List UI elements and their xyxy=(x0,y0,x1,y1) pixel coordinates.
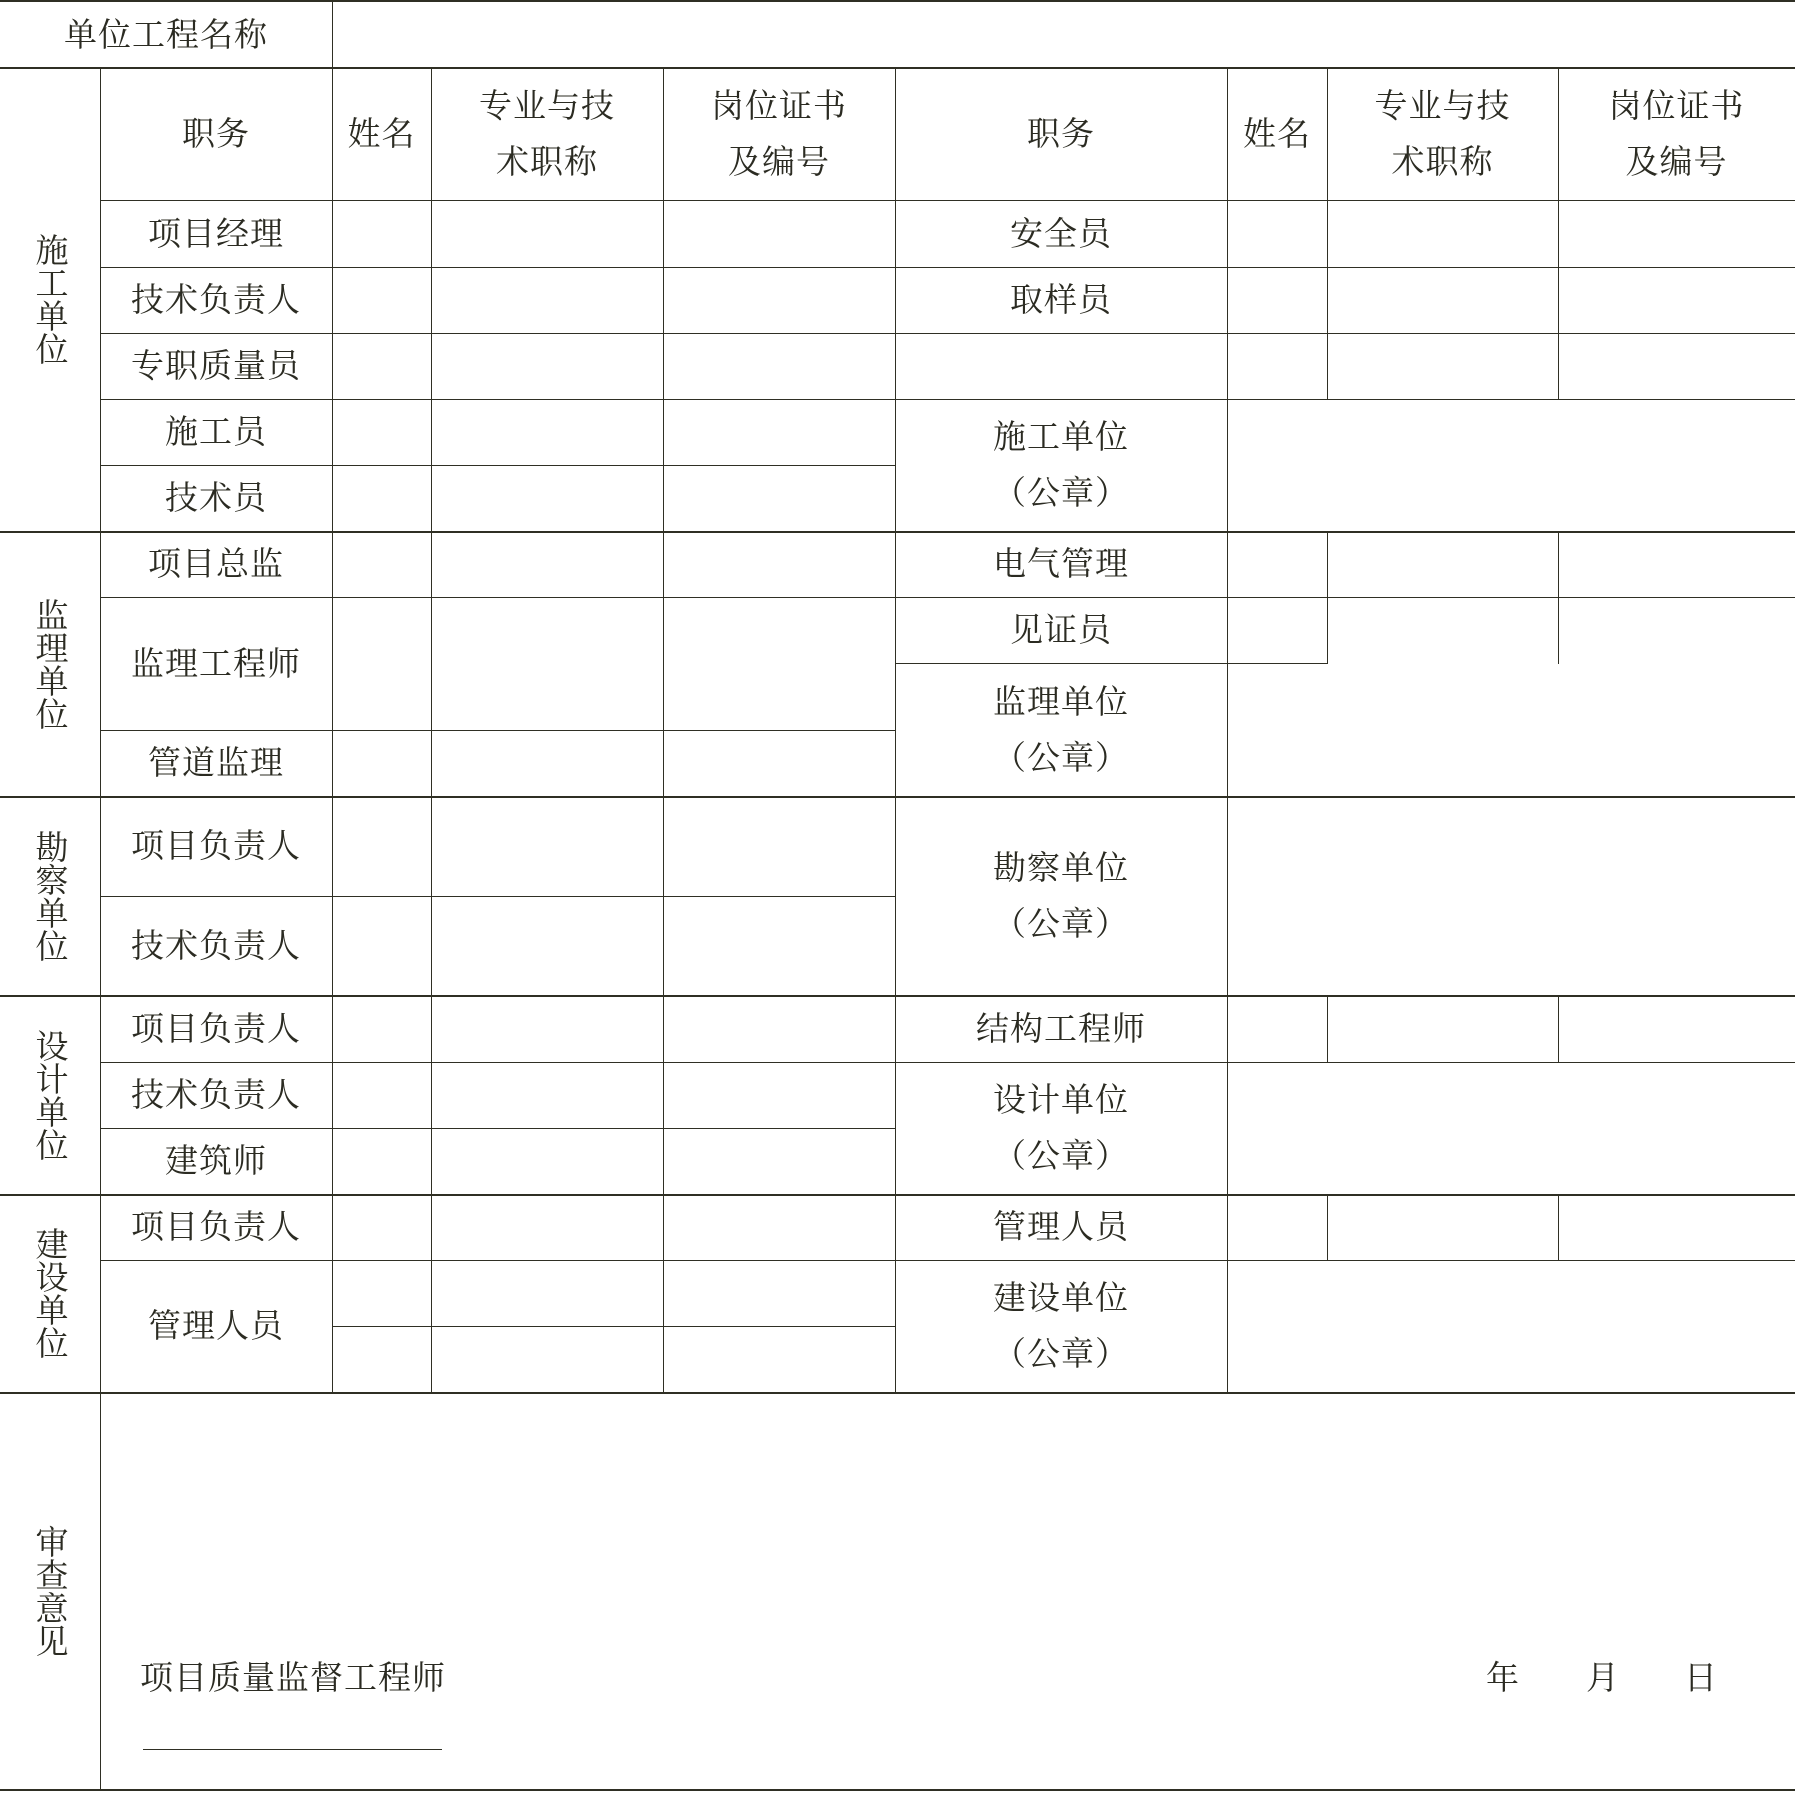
role-chief-supervisor: 项目总监 xyxy=(148,544,284,583)
header-cert-right xyxy=(1558,67,1795,200)
seal-owner-unit: 建设单位 xyxy=(993,1278,1129,1317)
seal-design-unit: 设计单位 xyxy=(993,1080,1129,1119)
role-supervising-engineer: 监理工程师 xyxy=(131,643,301,683)
role-safety-officer: 安全员 xyxy=(1010,213,1112,253)
seal-suffix: （公章） xyxy=(993,1136,1129,1175)
rule xyxy=(663,67,664,1394)
header-name: 姓名 xyxy=(347,113,416,153)
rule xyxy=(1558,995,1559,1062)
seal-suffix: （公章） xyxy=(993,737,1129,777)
group-review: 审查意见 xyxy=(30,1524,70,1657)
header-cert-line1: 岗位证书 xyxy=(711,85,847,125)
rule xyxy=(1327,1194,1328,1261)
seal-construction xyxy=(895,399,1227,531)
rule xyxy=(0,1789,1795,1791)
seal-survey xyxy=(895,796,1227,995)
seal-construction-unit: 施工单位 xyxy=(993,417,1129,456)
group-construction: 施工单位 xyxy=(30,233,70,365)
role-architect: 建筑师 xyxy=(165,1141,267,1180)
role-project-manager: 项目经理 xyxy=(148,213,284,253)
header-title-right xyxy=(1327,67,1558,200)
role-technical-lead: 技术负责人 xyxy=(131,280,301,319)
header-cert-line1: 岗位证书 xyxy=(1608,85,1745,125)
header-duty: 职务 xyxy=(182,113,250,153)
seal-design xyxy=(895,1062,1227,1194)
role-electrical-manager: 电气管理 xyxy=(993,544,1129,583)
seal-supervision xyxy=(895,663,1227,796)
rule xyxy=(100,333,1795,334)
role-structural-engineer: 结构工程师 xyxy=(976,1008,1146,1048)
role-design-project-lead: 项目负责人 xyxy=(131,1008,301,1048)
role-constructor: 施工员 xyxy=(165,412,267,451)
header-title xyxy=(431,67,663,200)
header-cert-line2: 及编号 xyxy=(1625,141,1728,181)
header-cert-line2: 及编号 xyxy=(728,141,830,181)
header-title-line1: 专业与技 xyxy=(1374,85,1511,125)
rule xyxy=(1327,531,1328,664)
role-survey-technical-lead: 技术负责人 xyxy=(131,925,301,965)
seal-suffix: （公章） xyxy=(993,473,1129,512)
project-name-label: 单位工程名称 xyxy=(64,14,268,54)
role-owner-project-lead: 项目负责人 xyxy=(131,1207,301,1246)
signature-label: 项目质量监督工程师 xyxy=(140,1658,446,1697)
seal-suffix: （公章） xyxy=(993,1334,1129,1373)
header-title-line2: 术职称 xyxy=(496,141,598,181)
header-duty-right: 职务 xyxy=(1027,113,1095,153)
date-year: 年 xyxy=(1486,1658,1520,1697)
header-title-line2: 术职称 xyxy=(1391,141,1494,181)
seal-owner xyxy=(895,1260,1227,1392)
group-design: 设计单位 xyxy=(30,1028,70,1161)
seal-area-survey[interactable] xyxy=(1228,797,1795,995)
seal-survey-unit: 勘察单位 xyxy=(993,847,1129,887)
seal-suffix: （公章） xyxy=(993,903,1129,943)
signature-line[interactable] xyxy=(143,1749,442,1750)
seal-area-design[interactable] xyxy=(1228,1063,1795,1194)
date-day: 日 xyxy=(1684,1658,1718,1697)
project-name-field[interactable] xyxy=(333,2,1795,67)
role-survey-project-lead: 项目负责人 xyxy=(131,826,301,865)
rule xyxy=(1558,531,1559,664)
seal-area-supervision[interactable] xyxy=(1228,664,1795,796)
role-owner-manager-right: 管理人员 xyxy=(993,1207,1129,1246)
group-owner: 建设单位 xyxy=(30,1227,70,1359)
rule xyxy=(1558,1194,1559,1261)
rule xyxy=(1327,995,1328,1062)
header-cert xyxy=(663,67,895,200)
review-opinion-area[interactable] xyxy=(101,1394,1795,1634)
rule xyxy=(332,67,333,1394)
group-supervision: 监理单位 xyxy=(30,597,70,730)
group-survey: 勘察单位 xyxy=(30,829,70,962)
role-technician: 技术员 xyxy=(165,478,267,517)
role-design-technical-lead: 技术负责人 xyxy=(131,1075,301,1114)
rule xyxy=(431,67,432,1394)
header-name-right: 姓名 xyxy=(1243,113,1311,153)
role-witness: 见证员 xyxy=(1010,610,1112,649)
role-quality-officer: 专职质量员 xyxy=(131,346,301,385)
rule xyxy=(332,1326,895,1327)
date-month: 月 xyxy=(1586,1658,1620,1697)
seal-area-owner[interactable] xyxy=(1228,1261,1795,1392)
role-pipeline-supervisor: 管道监理 xyxy=(148,743,284,782)
seal-area-construction[interactable] xyxy=(1228,400,1795,531)
header-title-line1: 专业与技 xyxy=(479,85,615,125)
role-sampler: 取样员 xyxy=(1010,280,1112,319)
role-owner-manager: 管理人员 xyxy=(148,1306,284,1345)
seal-supervision-unit: 监理单位 xyxy=(993,681,1129,721)
